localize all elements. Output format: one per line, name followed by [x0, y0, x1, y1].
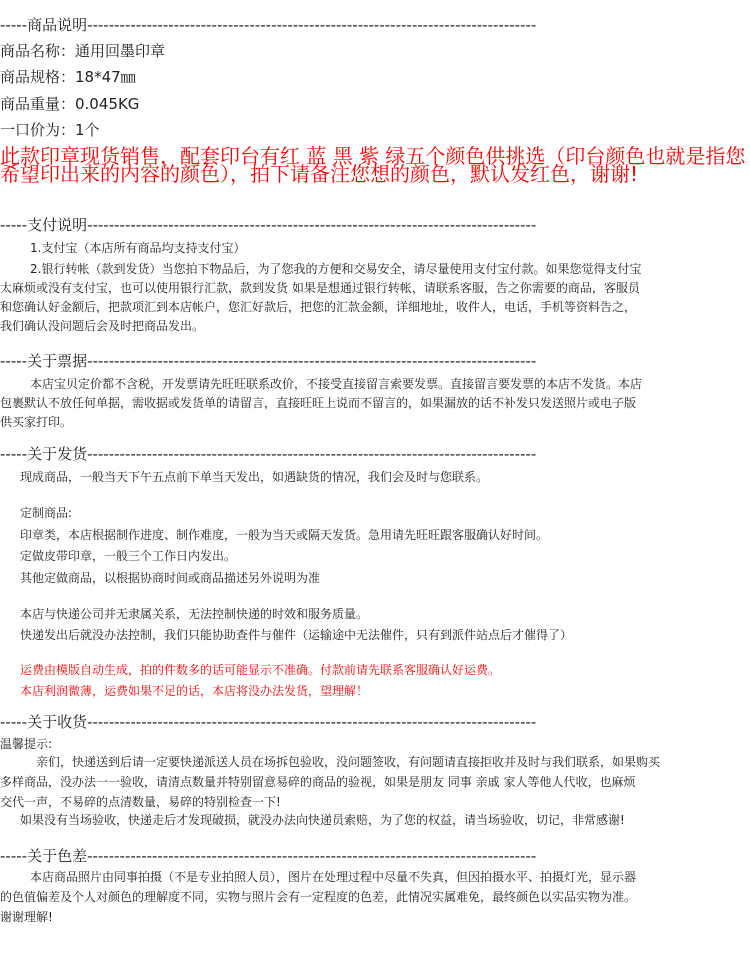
red-notice-line-1: 此款印章现货销售，配套印台有红 蓝 黑 紫 绿五个颜色供挑选（印台颜色也就是指您	[0, 144, 746, 168]
shipping-line-3: 定做皮带印章，一般三个工作日内发出。	[20, 549, 237, 563]
shipping-line-4: 其他定做商品，以根据协商时间或商品描述另外说明为准	[20, 571, 321, 585]
section-header-receiving: -----关于收货-----------------------------------------------------------------------------------	[0, 713, 537, 731]
payment-line-4: 和您确认好金额后，把款项汇到本店帐户，您汇好款后，把您的汇款金额，详细地址，收件人，电话，手机等资料告之，	[0, 300, 637, 314]
product-price: 一口价为：1个	[0, 121, 100, 139]
red-notice-line-2: 希望印出来的内容的颜色），拍下请备注您想的颜色，默认发红色，谢谢!	[0, 162, 639, 186]
payment-line-2: 2.银行转帐（款到发货）当您拍下物品后，为了您我的方便和交易安全，请尽量使用支付宝付款。如果您觉得支付宝	[30, 262, 642, 276]
receiving-line-1: 亲们，快递送到后请一定要快递派送人员在场拆包验收，没问题签收，有问题请直接拒收并及时与我们联系，如果购买	[36, 755, 661, 769]
invoice-line-1: 本店宝贝定价都不含税，开发票请先旺旺联系改价，不接受直接留言索要发票。直接留言要发票的本店不发货。本店	[30, 377, 643, 391]
shipping-custom-title: 定制商品:	[20, 506, 73, 520]
section-header-color: -----关于色差-----------------------------------------------------------------------------------	[0, 847, 537, 865]
shipping-line-5: 本店与快递公司并无隶属关系，无法控制快递的时效和服务质量。	[20, 607, 369, 621]
section-header-payment: -----支付说明-----------------------------------------------------------------------------------	[0, 216, 537, 234]
receiving-line-3: 交代一声，不易碎的点清数量，易碎的特别检查一下!	[0, 795, 281, 809]
section-header-invoice: -----关于票据-----------------------------------------------------------------------------------	[0, 352, 537, 370]
receiving-line-4: 如果没有当场验收，快递走后才发现破损，就没办法向快递员索赔，为了您的权益，请当场验收，切记，非常感谢!	[20, 813, 625, 827]
receiving-tip-title: 温馨提示:	[0, 737, 53, 751]
payment-line-5: 我们确认没问题后会及时把商品发出。	[0, 319, 205, 333]
shipping-red-line-2: 本店利润微薄，运费如果不足的话，本店将没办法发货，望理解！	[20, 684, 369, 698]
product-weight: 商品重量：0.045KG	[0, 95, 140, 113]
payment-line-1: 1.支付宝（本店所有商品均支持支付宝）	[30, 241, 246, 255]
shipping-red-line-1: 运费由模版自动生成，拍的件数多的话可能显示不准确。付款前请先联系客服确认好运费。	[20, 663, 501, 677]
color-line-1: 本店商品照片由同事拍摄（不是专业拍照人员），图片在处理过程中尽量不失真，但因拍摄水平、拍摄灯光，显示器	[30, 870, 637, 884]
invoice-line-3: 供买家打印。	[0, 415, 73, 429]
product-name: 商品名称：通用回墨印章	[0, 42, 166, 60]
section-header-shipping: -----关于发货-----------------------------------------------------------------------------------	[0, 445, 537, 463]
shipping-line-6: 快递发出后就没办法控制，我们只能协助查件与催件（运输途中无法催件，只有到派件站点后才催得了）	[20, 628, 573, 642]
product-spec: 商品规格：18*47㎜	[0, 68, 136, 86]
section-header-product: -----商品说明-----------------------------------------------------------------------------------	[0, 16, 537, 34]
invoice-line-2: 包裹默认不放任何单据，需收据或发货单的请留言，直接旺旺上说而不留言的，如果漏放的话不补发只发送照片或电子版	[0, 396, 637, 410]
shipping-line-2: 印章类，本店根据制作进度、制作难度，一般为当天或隔天发货。急用请先旺旺跟客服确认好时间。	[20, 528, 549, 542]
color-line-2: 的色值偏差及个人对颜色的理解度不同，实物与照片会有一定程度的色差，此情况实属难免，最终颜色以实品实物为准。	[0, 890, 637, 904]
color-line-3: 谢谢理解!	[0, 910, 53, 924]
shipping-line-1: 现成商品，一般当天下午五点前下单当天发出，如遇缺货的情况，我们会及时与您联系。	[20, 470, 489, 484]
payment-line-3: 太麻烦或没有支付宝，也可以使用银行汇款，款到发货 如果是想通过银行转帐，请联系客服，告之你需要的商品，客服员	[0, 281, 640, 295]
receiving-line-2: 多样商品，没办法一一验收，请清点数量并特别留意易碎的商品的验视，如果是朋友 同事 亲戚 家人等他人代收，也麻烦	[0, 775, 636, 789]
